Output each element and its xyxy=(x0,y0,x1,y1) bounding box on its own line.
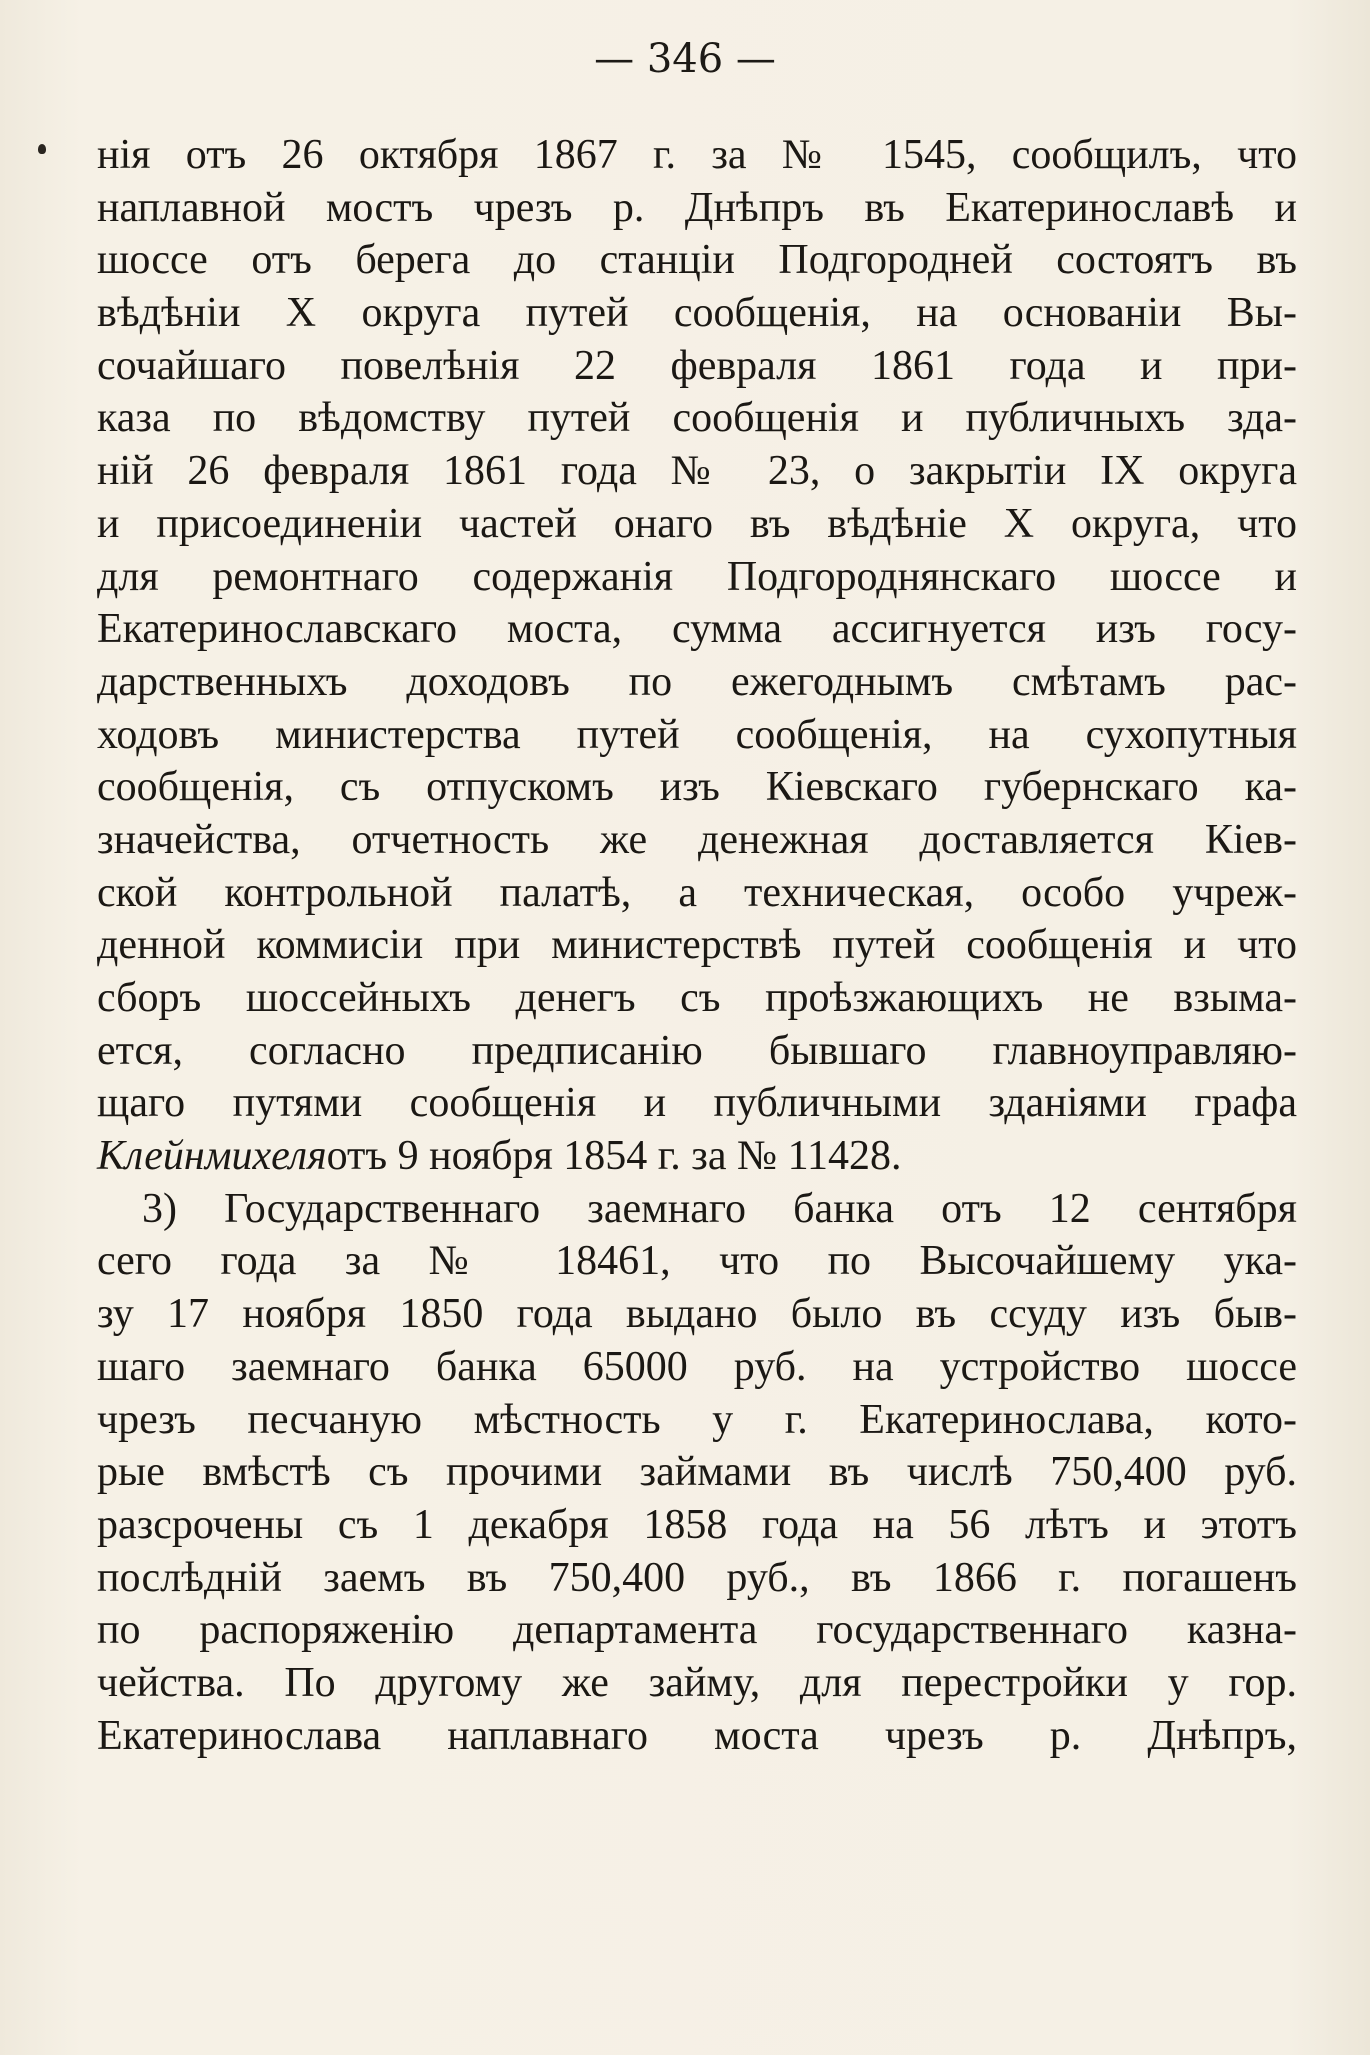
text-line: чейства. По другому же займу, для перестройки у гор. xyxy=(97,1659,1297,1706)
text-line: шоссе отъ берега до станціи Подгородней состоятъ въ xyxy=(97,237,1297,284)
text-line: денной коммисіи при министерствѣ путей сообщенія и что xyxy=(97,922,1297,969)
text-line: вѣдѣніи X округа путей сообщенія, на основаніи Вы- xyxy=(97,290,1297,337)
text-line-rest: отъ 9 ноября 1854 г. за № 11428. xyxy=(326,1133,902,1180)
text-line: ется, согласно предписанію бывшаго главноуправляю- xyxy=(97,1027,1297,1074)
text-line: каза по вѣдомству путей сообщенія и публичныхъ зда- xyxy=(97,395,1297,442)
text-line: рые вмѣстѣ съ прочими займами въ числѣ 750,400 руб. xyxy=(97,1449,1297,1496)
text-line: ній 26 февраля 1861 года № 23, о закрытіи IX округа xyxy=(97,448,1297,495)
text-line: сборъ шоссейныхъ денегъ съ проѣзжающихъ не взыма- xyxy=(97,975,1297,1021)
paragraph-start: 3) Государственнаго заемнаго банка отъ 12 сентября xyxy=(142,1185,1297,1232)
text-line: щаго путями сообщенія и публичными зданіями графа xyxy=(97,1080,1297,1127)
text-line: и присоединеніи частей онаго въ вѣдѣніе X округа, что xyxy=(97,500,1297,547)
text-line: Екатеринославскаго моста, сумма ассигнуется изъ госу- xyxy=(97,606,1297,653)
body-text xyxy=(97,129,1297,1762)
text-line: нія отъ 26 октября 1867 г. за № 1545, сообщилъ, что xyxy=(97,132,1297,178)
text-line: для ремонтнаго содержанія Подгороднянскаго шоссе и xyxy=(97,553,1297,600)
text-line: разсрочены съ 1 декабря 1858 года на 56 лѣтъ и этотъ xyxy=(97,1501,1297,1548)
text-line: дарственныхъ доходовъ по ежегоднымъ смѣтамъ рас- xyxy=(97,658,1297,705)
text-line: ской контрольной палатѣ, а техническая, особо учреж- xyxy=(97,869,1297,916)
text-line: сего года за № 18461, что по Высочайшему ука- xyxy=(97,1238,1297,1285)
page-number: — 346 — xyxy=(594,36,776,82)
text-line: зу 17 ноября 1850 года выдано было въ ссуду изъ быв- xyxy=(97,1291,1297,1338)
text-line: по распоряженію департамента государственнаго казна- xyxy=(97,1607,1297,1654)
margin-mark xyxy=(38,144,46,154)
text-line: сообщенія, съ отпускомъ изъ Кіевскаго губернскаго ка- xyxy=(97,764,1297,811)
text-line-kleinmichel xyxy=(97,1130,1297,1183)
person-name: Клейнмихеля xyxy=(97,1133,327,1180)
text-line: шаго заемнаго банка 65000 руб. на устройство шоссе xyxy=(97,1343,1297,1390)
text-line: сочайшаго повелѣнія 22 февраля 1861 года и при- xyxy=(97,342,1297,389)
text-line: значейства, отчетность же денежная доставляется Кіев- xyxy=(97,816,1297,863)
text-line: наплавной мостъ чрезъ р. Днѣпръ въ Екатеринославѣ и xyxy=(97,184,1297,231)
text-line: ходовъ министерства путей сообщенія, на сухопутныя xyxy=(97,711,1297,758)
text-line: послѣдній заемъ въ 750,400 руб., въ 1866 г. погашенъ xyxy=(97,1554,1297,1601)
text-line: Екатеринослава наплавнаго моста чрезъ р. Днѣпръ, xyxy=(97,1712,1297,1759)
text-line: чрезъ песчаную мѣстность у г. Екатеринослава, кото- xyxy=(97,1396,1297,1443)
